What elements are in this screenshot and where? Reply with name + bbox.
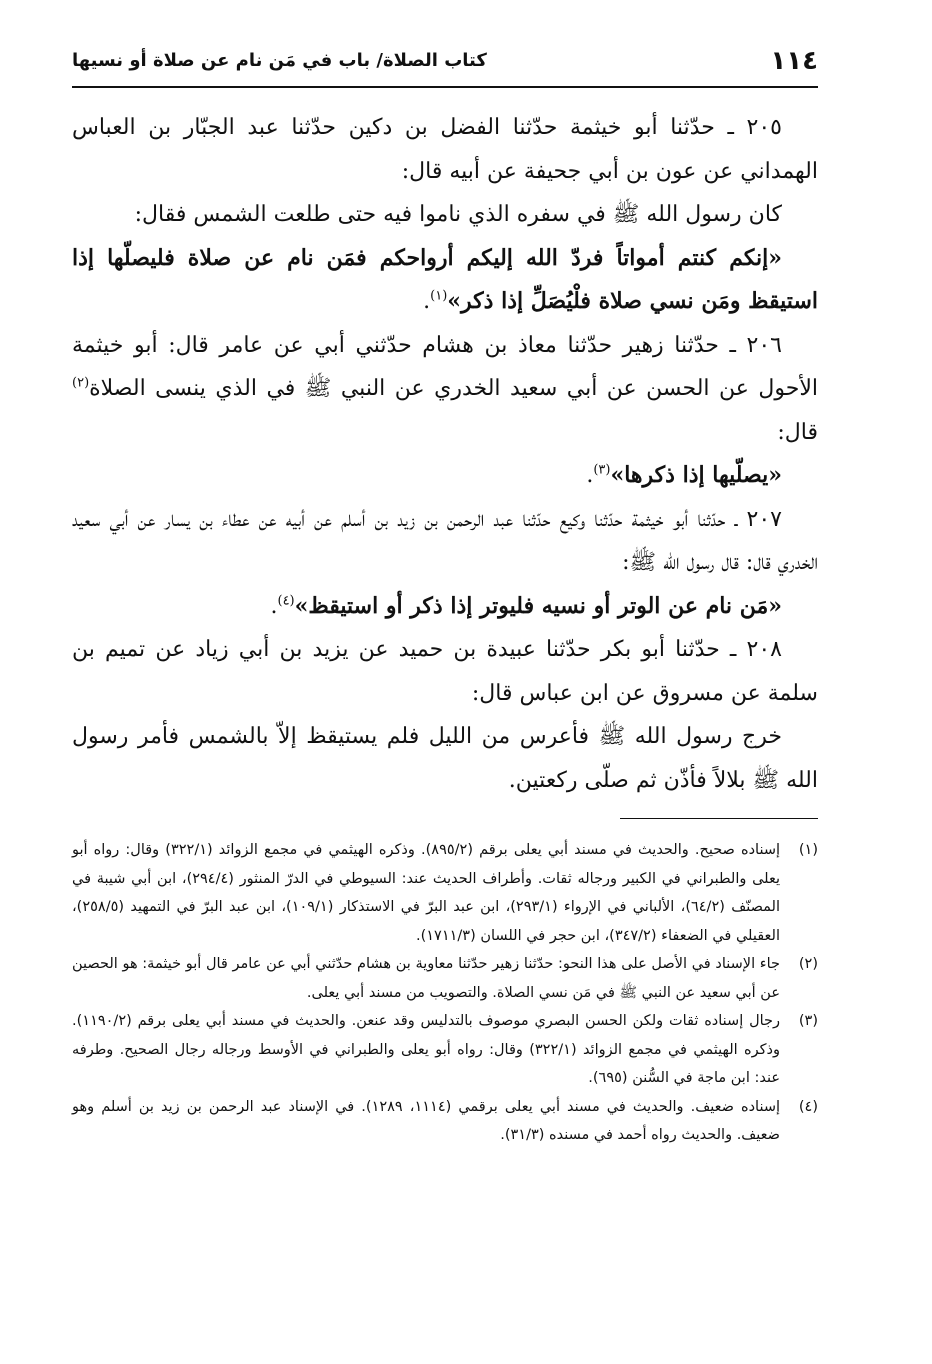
- footnote-number: (٤): [798, 1098, 818, 1115]
- footnote-ref-4[interactable]: (٤): [277, 593, 295, 609]
- hadith-206-isnad: [72, 324, 818, 455]
- main-text: [72, 106, 818, 802]
- footnote-separator: [620, 818, 818, 819]
- hadith-206-isnad-text: ٢٠٦ ـ حدّثنا زهير حدّثنا معاذ بن هشام حدّثني أبي عن عامر قال: أبو خيثمة الأحول عن الحسن عن أبي سعيد الخدري عن النبي ﷺ في الذي ينسى الصلاة: [72, 332, 818, 401]
- hadith-206-matn-text: «يصلّيها إذا ذكرها»: [610, 462, 782, 488]
- hadith-208-isnad: ٢٠٨ ـ حدّثنا أبو بكر حدّثنا عبيدة بن حميد عن يزيد بن أبي زياد عن تميم بن سلمة عن مسروق عن ابن عباس قال:: [72, 637, 818, 706]
- hadith-205-matn-text: «إنكم كنتم أمواتاً فردّ الله إليكم أرواحكم فمَن نام عن صلاة فليصلّها إذا استيقظ ومَن نسي صلاة فلْيُصَلِّ إذا ذكر»: [72, 244, 818, 314]
- footnote-3: [72, 1007, 818, 1093]
- hadith-207-matn-text: «مَن نام عن الوتر أو نسيه فليوتر إذا ذكر أو استيقظ»: [294, 592, 782, 619]
- footnote-text: إسناده صحيح. والحديث في مسند أبي يعلى برقم (٨٩٥/٢). وذكره الهيثمي في مجمع الزوائد (٣٢٢/١) وقال: رواه أبو يعلى والطبراني في الكبير ورجاله ثقات. وأطراف الحديث عند: السيوطي في الدرّ المنثور (٢٩٤/٤)، ابن أبي شيبة في المصنّف (٦٤/٢)، الألباني في الإرواء (٢٩٣/١)، ابن عبد البرّ في الاستذكار (١٠٩/١)، ابن عبد البرّ في التمهيد (٢٥٨/٥)، العقيلي في الضعفاء (٣٤٧/٢)، ابن حجر في اللسان (١٧١١/٣).: [72, 842, 780, 944]
- footnote-1: [72, 836, 818, 950]
- footnote-ref-3[interactable]: (٣): [593, 462, 611, 478]
- footnote-number: (٢): [798, 956, 818, 972]
- footnote-text: رجال إسناده ثقات ولكن الحسن البصري موصوف بالتدليس وقد عنعن. والحديث في مسند أبي يعلى برقم (١١٩٠/٢). وذكره الهيثمي في مجمع الزوائد (٣٢٢/١) وقال: رواه أبو يعلى والطبراني في الأوسط ورجاله رجال الصحيح. وطرفه عند: ابن ماجة في السُّنن (٦٩٥).: [72, 1013, 780, 1086]
- footnote-number: (٣): [798, 1013, 818, 1029]
- page-number: ١١٤: [770, 46, 818, 76]
- hadith-205-isnad: ٢٠٥ ـ حدّثنا أبو خيثمة حدّثنا الفضل بن دكين حدّثنا عبد الجبّار بن العباس الهمداني عن عون بن أبي جحيفة عن أبيه قال:: [72, 115, 818, 184]
- hadith-207-isnad: ٢٠٧ ـ حدّثنا أبو خيثمة حدّثنا وكيع حدّثنا عبد الرحمن بن زيد بن أسلم عن أبيه عن عطاء بن يسار عن أبي سعيد الخدري قال: قال رسول الله ﷺ:: [72, 506, 818, 575]
- hadith-206-matn: «يصلّيها إذا ذكرها»$^{(٣)}$.: [586, 462, 782, 488]
- hadith-208-narration: خرج رسول الله ﷺ فأعرس من الليل فلم يستيقظ إلاّ بالشمس فأمر رسول الله ﷺ بلالاً فأذّن ثم صلّى ركعتين.: [72, 724, 818, 793]
- running-title: كتاب الصلاة/ باب في مَن نام عن صلاة أو نسيها: [72, 50, 487, 71]
- page-header: [72, 40, 818, 88]
- footnote-ref-1[interactable]: (١): [430, 288, 448, 304]
- hadith-207-matn: «مَن نام عن الوتر أو نسيه فليوتر إذا ذكر أو استيقظ»$^{(٤)}$.: [270, 592, 782, 619]
- hadith-205-narration: كان رسول الله ﷺ في سفره الذي ناموا فيه حتى طلعت الشمس فقال:: [134, 202, 782, 227]
- footnote-ref-2[interactable]: (٢): [72, 375, 90, 391]
- footnote-text: إسناده ضعيف. والحديث في مسند أبي يعلى برقمي (١١١٤، ١٢٨٩). في الإسناد عبد الرحمن بن زيد بن أسلم وهو ضعيف. والحديث رواه أحمد في مسنده (٣١/٣).: [72, 1098, 780, 1143]
- footnote-4: [72, 1093, 818, 1150]
- footnote-number: (١): [798, 842, 818, 858]
- footnote-text: جاء الإسناد في الأصل على هذا النحو: حدّثنا زهير حدّثنا معاوية بن هشام حدّثني أبي عن عامر قال أبو خيثمة: هو الحصين عن أبي سعيد عن النبي ﷺ في مَن نسي الصلاة. والتصويب من مسند أبي يعلى.: [72, 956, 780, 1001]
- footnotes: [72, 836, 818, 1150]
- hadith-205-matn: «إنكم كنتم أمواتاً فردّ الله إليكم أرواحكم فمَن نام عن صلاة فليصلّها إذا استيقظ ومَن نسي صلاة فلْيُصَلِّ إذا ذكر»$^{(١)}$.: [72, 244, 818, 314]
- footnote-2: [72, 950, 818, 1007]
- hadith-206-isnad-tail: قال:: [777, 419, 818, 445]
